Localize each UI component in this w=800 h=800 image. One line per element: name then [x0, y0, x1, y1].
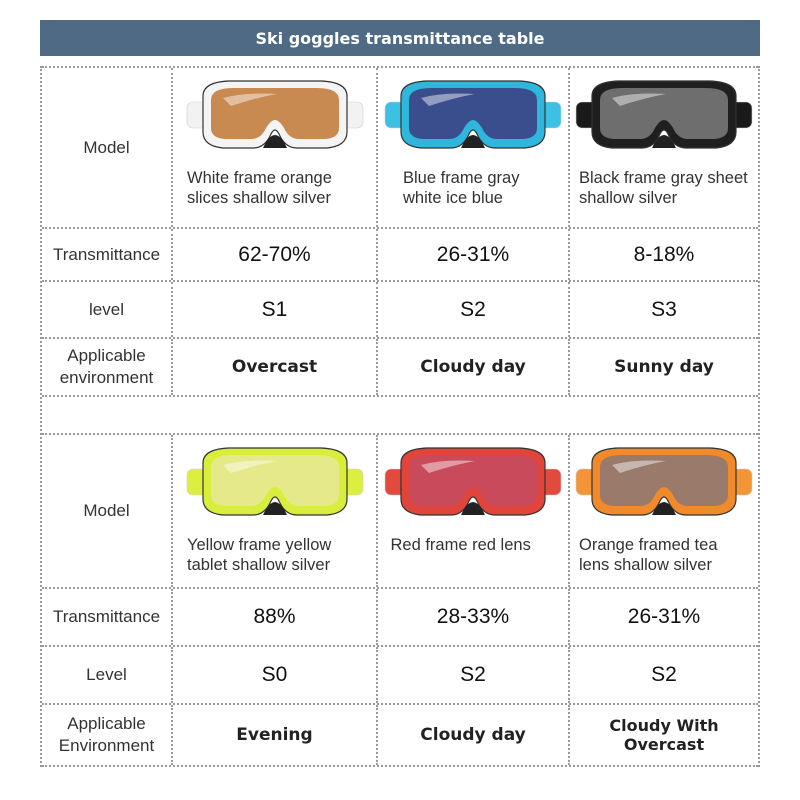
model-cell	[173, 68, 378, 227]
row-label-model: Model	[42, 435, 173, 587]
transmittance-value: 26-31%	[378, 229, 570, 280]
goggle-lens	[600, 88, 728, 139]
environment-value: Cloudy day	[378, 705, 570, 765]
row-label-transmittance: Transmittance	[42, 589, 173, 645]
table-spacer	[42, 397, 758, 435]
goggle-lens	[409, 88, 537, 139]
model-cell	[378, 68, 570, 227]
transmittance-value: 88%	[173, 589, 378, 645]
transmittance-value: 8-18%	[633, 242, 695, 266]
goggle-image	[185, 443, 365, 529]
model-cell	[570, 435, 758, 587]
model-name: Black frame gray sheet shallow silver	[579, 169, 748, 207]
environment-value: Cloudy With Overcast	[609, 716, 719, 754]
goggle-image	[574, 76, 754, 162]
goggle-image	[574, 443, 754, 529]
row-label-level: Level	[42, 647, 173, 703]
transmittance-value: 62-70%	[173, 229, 378, 280]
goggle-lens	[211, 455, 339, 506]
level-value: S3	[651, 297, 677, 321]
table-title: Ski goggles transmittance table	[40, 20, 760, 56]
goggle-image	[383, 443, 563, 529]
goggle-lens	[600, 455, 728, 506]
goggle-lens	[211, 88, 339, 139]
goggle-image	[185, 76, 365, 162]
model-name: White frame orange slices shallow silver	[187, 169, 332, 207]
transmittance-value: 28-33%	[378, 589, 570, 645]
row-label-level: level	[42, 282, 173, 337]
transmittance-table-2	[40, 433, 760, 767]
row-label-transmittance: Transmittance	[42, 229, 173, 280]
goggle-icon	[185, 76, 365, 162]
model-name: Orange framed tea lens shallow silver	[579, 536, 718, 574]
goggle-lens	[409, 455, 537, 506]
transmittance-value: 26-31%	[627, 605, 701, 628]
environment-value: Overcast	[173, 339, 378, 395]
row-label-model: Model	[42, 68, 173, 227]
row-label-environment: Applicable environment	[42, 339, 173, 395]
row-label-environment: Applicable Environment	[42, 705, 173, 765]
goggle-icon	[383, 76, 563, 162]
goggle-icon	[383, 443, 563, 529]
model-cell	[378, 435, 570, 587]
model-cell	[570, 68, 758, 227]
level-value: S1	[173, 282, 378, 337]
level-value: S2	[378, 282, 570, 337]
goggle-icon	[185, 443, 365, 529]
goggle-icon	[574, 76, 754, 162]
environment-value: Sunny day	[614, 357, 714, 377]
model-name: Red frame red lens	[390, 536, 531, 554]
environment-value: Cloudy day	[378, 339, 570, 395]
transmittance-table-1	[40, 66, 760, 435]
model-cell	[173, 435, 378, 587]
level-value: S0	[173, 647, 378, 703]
goggle-icon	[574, 443, 754, 529]
goggle-image	[383, 76, 563, 162]
model-name: Blue frame gray white ice blue	[403, 169, 520, 207]
level-value: S2	[651, 663, 677, 686]
model-name: Yellow frame yellow tablet shallow silver	[187, 536, 332, 574]
environment-value: Evening	[173, 705, 378, 765]
level-value: S2	[378, 647, 570, 703]
